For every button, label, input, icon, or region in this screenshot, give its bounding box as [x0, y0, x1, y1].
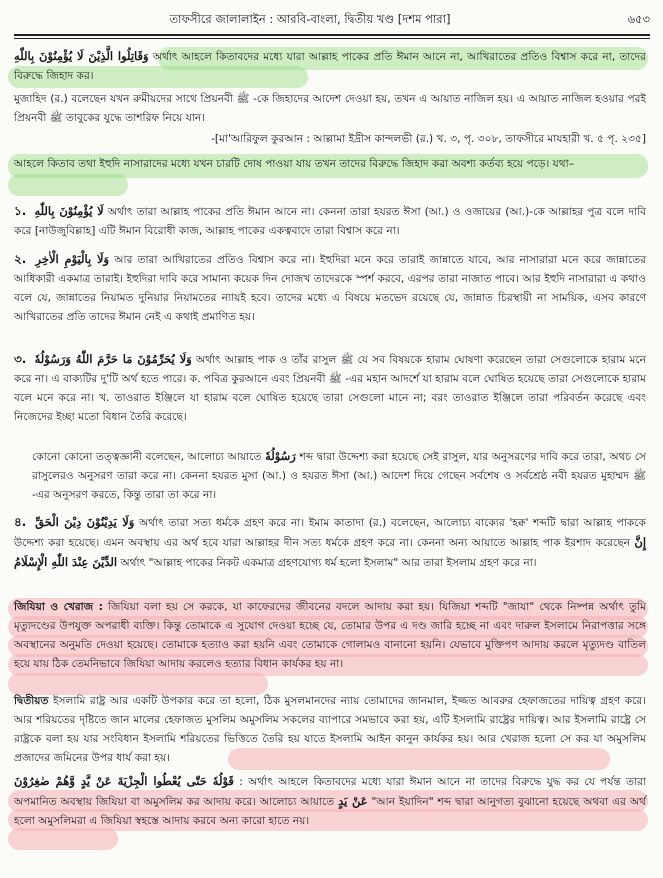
section-heading: জিযিয়া ও খেরাজ :: [14, 601, 103, 613]
paragraph-text: : অর্থাৎ আহলে কিতাবদের মধ্যে যারা ঈমান আনে না তাদের বিরুদ্ধে যুদ্ধ কর যে পর্যন্ত তারা অপমানিত অবস্থায় জিযিয়া বা অমুসলিম কর আদায় করে। আলোচ্য আয়াতে: [14, 776, 646, 808]
item-text: আর তারা আখিরাতের প্রতিও বিশ্বাস করে না। ইহুদিরা মনে করে তারাই জান্নাতে যাবে, আর নাসারারা মনে করে জান্নাতের আধিকারী একমাত্র তারাই। ইহুদিরা দাবি করে সামান্য কয়েক দিন দোজখ তাদেরকে স্পর্শ করবে, এরপর তারা নাজাত পাবে। আর ইহুদি নাসারারা এ কথাও বলে যে, জান্নাতের নিয়ামত দুনিয়ার নিয়ামতের ন্যায়ই হবে। তাদের মধ্যে এ বিষয়ে মতভেদ রয়েছে যে, জান্নাত চিরস্থায়ী না সাময়িক, এসব কারণে আখিরাতের প্রতি তাদের ঈমান নেই এ কথাই প্রমাণিত হয়।: [14, 254, 646, 323]
arabic-word: عَنْ يَدٍ: [338, 794, 368, 808]
item-text: অর্থাৎ আল্লাহ পাক ও তাঁর রাসুল ﷺ যে সব বিষয়কে হারাম ঘোষণা করেছেন তারা সেগুলোকে হারাম মনে করে না। এ বাক্যটির দু'টি অর্থ হতে পারে। ক. পবিত্র কুরআনে এবং প্রিয়নবী ﷺ -এর মহান আদর্শে যা হারাম বলে ঘোষিত হয়েছে তারা সেগুলোকে হারাম বলে মনে করে না। খ. তাওরাত ইঞ্জিলে যা হারাম বলে ঘোষিত হয়েছে তারা সেগুলো মানে না; বরং তাওরাত ইঞ্জিলে তারা পরিবর্তন করেছে এবং নিজেদের ইচ্ছা মতো বিধান তৈরি করেছে।: [14, 354, 647, 423]
paragraph-last: [14, 772, 646, 831]
header-rule-thin: [14, 38, 650, 39]
page-header: [14, 8, 650, 32]
paragraph-text: মুজাহিদ (র.) বলেছেন যখন রুমীয়দের সাথে প্রিয়নবী ﷺ -কে জিহাদের আদেশ দেওয়া হয়, তখন এ আয়াত নাজিল হয়। এ আয়াত নাজিল হওয়ার পরই প্রিয়নবী ﷺ তাবুকের যুদ্ধে তাশরিফ নিয়ে যান।: [14, 93, 646, 124]
item-text: অর্থাৎ "আল্লাহ পাকের নিকট একমাত্র গ্রহণযোগ্য ধর্ম হলো ইসলাম" আর তারা ইসলাম গ্রহণ করে না।: [120, 557, 537, 569]
item-number: ৪.: [14, 515, 27, 529]
arabic-verse: وَلَا يُحَرِّمُوْنَ مَا حَرَّمَ اللّٰهُ وَرَسُوْلُهٗ: [34, 352, 192, 366]
arabic-verse: قَوْلُهٗ حَتّٰى يُعْطُوا الْجِزْيَةَ عَنْ يَّدٍ وَّهُمْ صٰغِرُوْنَ: [14, 774, 234, 788]
paragraph-text: ইসলামি রাষ্ট্র আর একটি উপকার করে তা হলো, ঠিক মুসলমানদের ন্যায় তোমাদের জানমাল, ইজ্জত আবরুর হেফাজতের দায়িত্ব গ্রহণ করে। আর শরিয়তের দৃষ্টিতে জান মালের হেফাজত মুসলিম অমুসলিম সকলের ব্যাপারে সমভাবে করা হয়, এটি ইসলামি রাষ্ট্রের দায়িত্ব। আর ইসলামি রাষ্ট্রে সে রাষ্ট্রকে বলা হয় যার সংবিধান ইসলামি শরিয়তের ভিত্তিতে তৈরি হয় যাতে ইসলামি আইন কানুন কার্যকর হয়। আর খেরাজ হলো সে কর যা অমুসলিম প্রজাদের জমিনের উপর ধার্য করা হয়।: [14, 695, 646, 764]
paragraph-second: [14, 692, 646, 768]
arabic-verse: وَلَا يَدِيْنُوْنَ دِيْنَ الْحَقِّ: [35, 515, 135, 529]
paragraph-text: "আন ইয়াদিন" শব্দ দ্বারা আনুগত্য বুঝানো হয়েছে অথবা এর অর্থ হলো অমুসলিমরা এ জিযিয়া স্বহস্তে আদায় করবে অন্য কারো হাতে নয়।: [14, 796, 646, 827]
item-number: ২.: [14, 252, 27, 266]
citation: [14, 130, 646, 149]
list-item-2: [14, 250, 646, 327]
item-text: শব্দ দ্বারা উদ্দেশ্য করা হয়েছে সেই রাসুল, যার অনুসরণের দাবি করে তারা, অথচ সে রাসুলেরও অনুসরণ তারা করে না। কেননা হযরত মুসা (আ.) ও হযরত ঈসা (আ.) আদেশ দিয়ে গেছেন সর্বশেষ ও সর্বশ্রেষ্ঠ নবী হযরত মুহাম্মদ ﷺ -এর অনুসরণ করতে, কিন্তু তারা তা করে না।: [32, 451, 646, 501]
paragraph-jizya: [14, 598, 646, 674]
paragraph-text: জিযিয়া বলা হয় সে করকে, যা কাফেরদের জীবনের বদলে আদায় করা হয়। যিজিয়া শব্দটি "জাযা" থেকে নিষ্পন্ন অর্থাৎ তুমি মৃত্যুদণ্ডের উপযুক্ত অপরাধী ব্যক্তি। কিন্তু তোমাকে এ সুযোগ দেওয়া হচ্ছে যে, তোমার উপর এ দণ্ড জারি হচ্ছে না এবং দারুল ইসলামে নিরাপত্তার সঙ্গে অবস্থানের অনুমতি দেওয়া হয়েছে। তোমাকে হত্যাও করা হয়নি এবং তোমাকে গোলামও বানানো হয়নি। যেভাবে মুক্তিপণ আদায় করলে মৃত্যুদণ্ড বাতিল হয়ে যায় ঠিক তেমনিভাবে জিযিয়া আদায় করলেও হত্যার বিধান কার্যকর হয় না।: [14, 601, 647, 670]
highlight-green-4: [8, 174, 128, 196]
citation-text: -[মা'আরিফুল কুরআন : আল্লামা ইদ্রীস কান্দলভী (র.) খ. ৩, পৃ. ৩০৮, তাফসীরে মাযহারী খ. ৫ পৃ. ২৩৫]: [211, 133, 646, 145]
arabic-word: رَسُوْلُهٗ: [265, 449, 296, 463]
paragraph-text: আহলে কিতাব তথা ইহুদি নাসারাদের মধ্যে যখন চারটি দোষ পাওয়া যায় তখন তাদের বিরুদ্ধে জিহাদ করা অবশ্য কর্তব্য হয়ে পড়ে। যথা–: [14, 158, 575, 170]
item-3-continuation: [14, 447, 646, 505]
item-text: অর্থাৎ তারা আল্লাহ পাকের প্রতি ঈমান আনে না। কেননা তারা হযরত ঈসা (আ.) ও ওজায়ের (আ.)-কে আল্লাহর পুত্র বলে দাবি করে [নাউজুবিল্লাহ] এটি ঈমান বিরোধী কাজ, আল্লাহ পাকের একত্ববাদে তারা বিশ্বাস করে না।: [14, 206, 647, 237]
arabic-verse: وَلَا بِالْيَوْمِ الْاٰخِرِ: [35, 252, 110, 266]
arabic-verse: لَا يُؤْمِنُوْنَ بِاللّٰهِ: [34, 204, 104, 218]
list-item-3: [14, 350, 646, 427]
list-item-4: [14, 513, 646, 573]
section-heading: দ্বিতীয়ত: [14, 695, 49, 707]
item-number: ৩.: [14, 352, 27, 366]
paragraph-verse-intro: [14, 47, 646, 86]
arabic-verse: وَقَاتِلُوا الَّذِيْنَ لَا يُؤْمِنُوْنَ بِاللّٰهِ: [14, 49, 149, 63]
paragraph-four-faults: [14, 155, 646, 174]
highlight-pink-9: [8, 828, 118, 850]
paragraph-text: অর্থাৎ আহলে কিতাবদের মধ্যে যারা আল্লাহ পাকের প্রতি ঈমান আনে না, আখিরাতের প্রতিও বিশ্বাস করে না, তাদের বিরুদ্ধে জিহাদ কর।: [14, 51, 646, 82]
item-text: অর্থাৎ তারা সত্য ধর্মকে গ্রহণ করে না। ইমাম কাতাদা (র.) বলেছেন, আলোচ্য বাক্যের 'হক্ব' শব্দটি দ্বারা আল্লাহ পাককে উদ্দেশ্য করা হয়েছে। এমন অবস্থায় এর অর্থ হবে যারা আল্লাহর দীন সত্য ধর্মকে গ্রহণ করে না। কেননা অন্য আয়াতে আল্লাহ পাক ইরশাদ করেছেন: [14, 517, 646, 549]
item-text: কোনো কোনো তত্ত্বজ্ঞানী বলেছেন, আলোচ্য আয়াতে: [32, 451, 262, 463]
arabic-verse-2: إِنَّ الدِّيْنَ عِنْدَ اللّٰهِ الْإِسْلَامُ: [14, 535, 647, 569]
list-item-1: [14, 202, 646, 241]
running-title: তাফসীরে জালালাইন : আরবি-বাংলা, দ্বিতীয় খণ্ড [দশম পারা]: [169, 11, 451, 26]
item-number: ১.: [14, 204, 27, 218]
paragraph-mujahid: [14, 90, 646, 128]
page-number: ৬৫৩: [627, 11, 650, 26]
header-rule: [14, 34, 650, 36]
